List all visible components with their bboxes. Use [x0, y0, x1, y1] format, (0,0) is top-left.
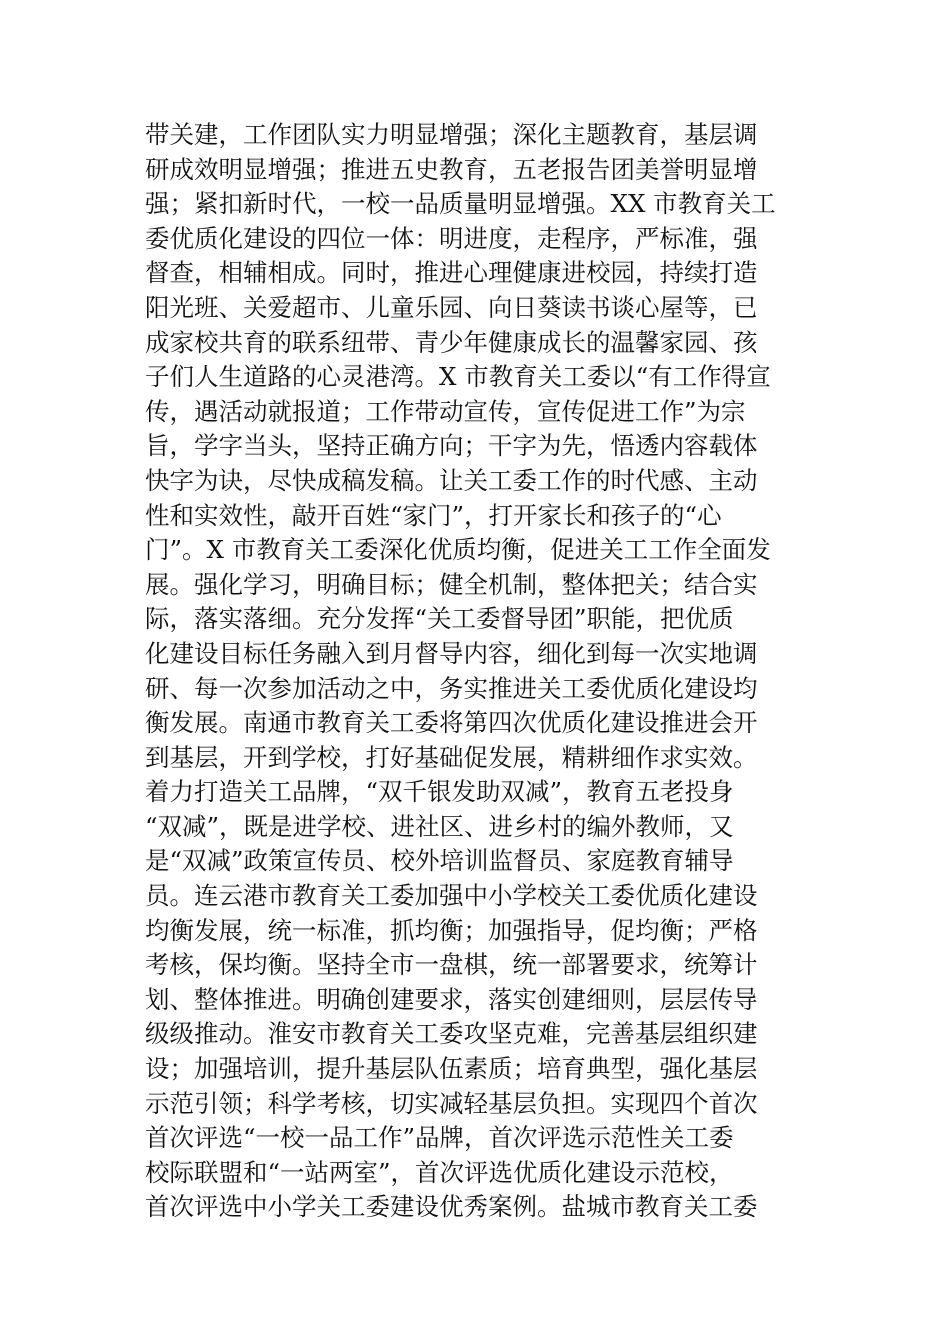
text-line: 阳光班、关爱超市、儿童乐园、向日葵读书谈心屋等，已: [145, 292, 758, 322]
text-line: 首次评选“一校一品工作”品牌，首次评选示范性关工委: [145, 1123, 734, 1153]
text-line: 性和实效性，敲开百姓“家门”，打开家长和孩子的“心: [145, 500, 722, 530]
text-line: 传，遇活动就报道；工作带动宣传，宣传促进工作”为宗: [145, 396, 746, 426]
text-line: 首次评选中小学关工委建设优秀案例。盐城市教育关工委: [145, 1192, 758, 1222]
text-line: 校际联盟和“一站两室”，首次评选优质化建设示范校，: [145, 1157, 734, 1187]
text-line: 员。连云港市教育关工委加强中小学校关工委优质化建设: [145, 881, 758, 911]
text-line: 展。强化学习，明确目标；健全机制，整体把关；结合实: [145, 569, 758, 599]
text-line: 子们人生道路的心灵港湾。X 市教育关工委以“有工作得宣: [145, 362, 771, 392]
text-line: 督查，相辅相成。同时，推进心理健康进校园，持续打造: [145, 258, 758, 288]
text-line: 旨，学字当头，坚持正确方向；干字为先，悟透内容载体: [145, 431, 758, 461]
text-line: 委优质化建设的四位一体：明进度，走程序，严标准，强: [145, 223, 758, 253]
text-line: 成家校共育的联系纽带、青少年健康成长的温馨家园、孩: [145, 327, 758, 357]
text-line: 示范引领；科学考核，切实减轻基层负担。实现四个首次: [145, 1088, 758, 1118]
body-text: [145, 118, 835, 1225]
text-line: 衡发展。南通市教育关工委将第四次优质化建设推进会开: [145, 708, 758, 738]
text-line: 到基层，开到学校，打好基础促发展，精耕细作求实效。: [145, 742, 758, 772]
text-line: 考核，保均衡。坚持全市一盘棋，统一部署要求，统筹计: [145, 950, 758, 980]
text-line: 级级推动。淮安市教育关工委攻坚克难，完善基层组织建: [145, 1019, 758, 1049]
text-line: 着力打造关工品牌，“双千银发助双减”，教育五老投身: [145, 777, 734, 807]
text-line: 门”。X 市教育关工委深化优质均衡，促进关工工作全面发: [145, 535, 771, 565]
text-line: 划、整体推进。明确创建要求，落实创建细则，层层传导: [145, 984, 758, 1014]
text-line: 研成效明显增强；推进五史教育，五老报告团美誉明显增: [145, 154, 758, 184]
text-line: 际，落实落细。充分发挥“关工委督导团”职能，把优质: [145, 604, 734, 634]
text-line: “双减”，既是进学校、进社区、进乡村的编外教师，又: [145, 811, 734, 841]
text-line: 均衡发展，统一标准，抓均衡；加强指导，促均衡；严格: [145, 915, 758, 945]
text-line: 研、每一次参加活动之中，务实推进关工委优质化建设均: [145, 673, 758, 703]
text-line: 带关建，工作团队实力明显增强；深化主题教育，基层调: [145, 120, 758, 149]
text-line: 设；加强培训，提升基层队伍素质；培育典型，强化基层: [145, 1054, 758, 1084]
text-line: 化建设目标任务融入到月督导内容，细化到每一次实地调: [145, 638, 758, 668]
text-line: 快字为诀，尽快成稿发稿。让关工委工作的时代感、主动: [145, 465, 758, 495]
text-line: 强；紧扣新时代，一校一品质量明显增强。XX 市教育关工: [145, 189, 776, 219]
text-line: 是“双减”政策宣传员、校外培训监督员、家庭教育辅导: [145, 846, 734, 876]
